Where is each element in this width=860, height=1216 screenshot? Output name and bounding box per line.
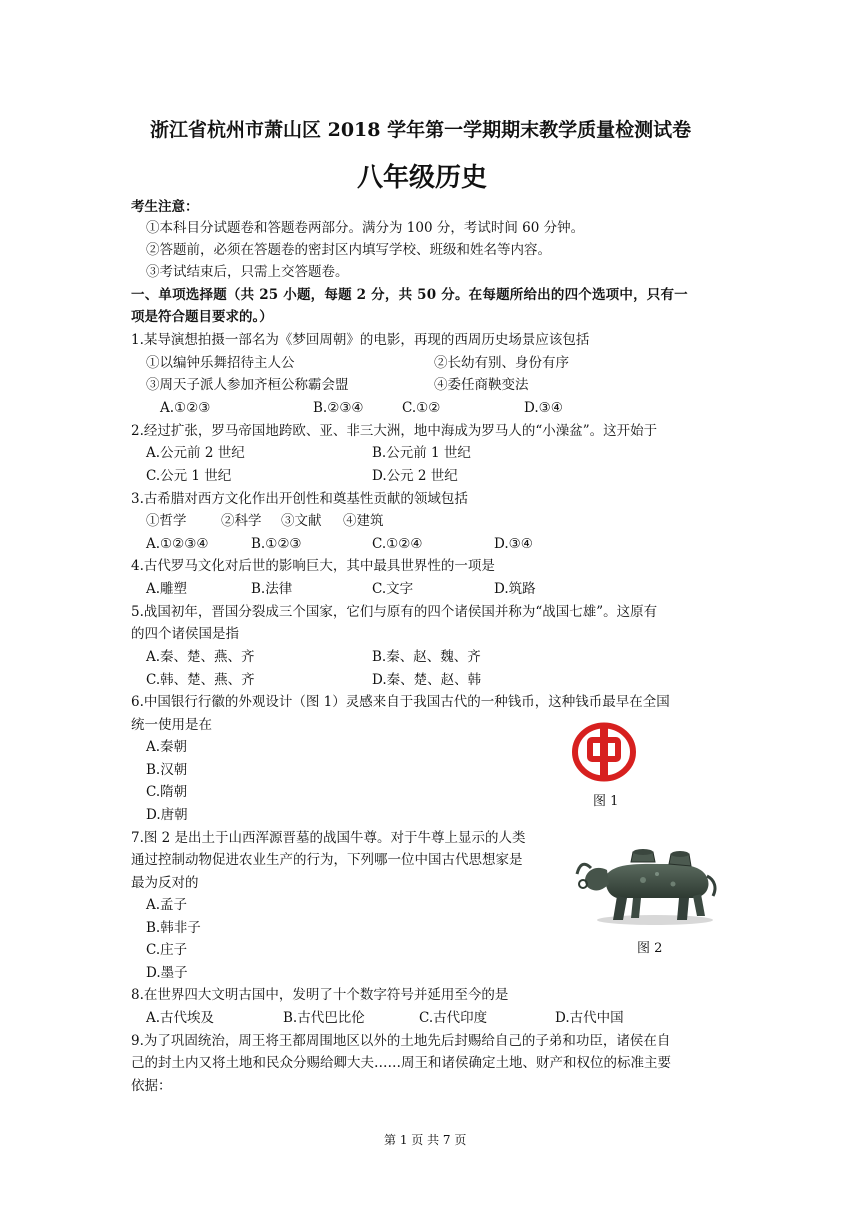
question-4-stem: 4.古代罗马文化对后世的影响巨大，其中最具世界性的一项是: [131, 558, 495, 574]
question-6-option-d: D.唐朝: [146, 807, 188, 823]
notice-heading: 考生注意：: [131, 199, 199, 215]
question-1-item-2: ②长幼有别、身份有序: [434, 355, 569, 371]
question-7-stem-line1: 7.图 2 是出土于山西浑源晋墓的战国牛尊。对于牛尊上显示的人类: [131, 830, 526, 846]
question-2-option-a: A.公元前 2 世纪: [146, 445, 245, 461]
question-5-option-d: D.秦、楚、赵、韩: [372, 672, 482, 688]
question-3-item-3: ③文献: [281, 513, 322, 529]
question-6-option-c: C.隋朝: [146, 784, 188, 800]
exam-title: 浙江省杭州市萧山区 2018 学年第一学期期末教学质量检测试卷: [150, 119, 692, 141]
question-6-option-a: A.秦朝: [146, 739, 188, 755]
notice-item-3: ③考试结束后，只需上交答题卷。: [146, 264, 349, 280]
question-1-option-d: D.③④: [524, 400, 563, 416]
question-6-option-b: B.汉朝: [146, 762, 188, 778]
question-4-option-b: B.法律: [251, 581, 293, 597]
question-7-option-a: A.孟子: [146, 897, 188, 913]
section-heading-line2: 项是符合题目要求的。）: [131, 309, 273, 325]
question-3-option-a: A.①②③④: [146, 536, 209, 552]
notice-item-1: ①本科目分试题卷和答题卷两部分。满分为 100 分，考试时间 60 分钟。: [146, 220, 585, 236]
question-7-stem-line3: 最为反对的: [131, 875, 199, 891]
question-2-option-c: C.公元 1 世纪: [146, 468, 232, 484]
question-3-option-c: C.①②④: [372, 536, 423, 552]
question-5-stem-line2: 的四个诸侯国是指: [131, 626, 239, 642]
question-4-option-d: D.筑路: [494, 581, 536, 597]
bank-of-china-logo-figure: [571, 722, 637, 782]
question-8-option-c: C.古代印度: [419, 1010, 488, 1026]
question-7-option-b: B.韩非子: [146, 920, 201, 936]
figure-2-caption: 图 2: [637, 941, 663, 956]
question-5-option-a: A.秦、楚、燕、齐: [146, 649, 255, 665]
question-3-option-d: D.③④: [494, 536, 533, 552]
question-8-option-a: A.古代埃及: [146, 1010, 215, 1026]
question-1-item-3: ③周天子派人参加齐桓公称霸会盟: [146, 377, 349, 393]
question-7-option-d: D.墨子: [146, 965, 188, 981]
question-6-stem-line1: 6.中国银行行徽的外观设计（图 1）灵感来自于我国古代的一种钱币，这种钱币最早在全国: [131, 694, 670, 710]
question-5-stem-line1: 5.战国初年，晋国分裂成三个国家，它们与原有的四个诸侯国并称为“战国七雄”。这原有: [131, 604, 658, 620]
question-1-item-1: ①以编钟乐舞招待主人公: [146, 355, 295, 371]
question-8-stem: 8.在世界四大文明古国中，发明了十个数字符号并延用至今的是: [131, 987, 509, 1003]
question-6-stem-line2: 统一使用是在: [131, 717, 212, 733]
question-8-option-b: B.古代巴比伦: [283, 1010, 365, 1026]
question-1-option-a: A.①②③: [160, 400, 211, 416]
notice-item-2: ②答题前，必须在答题卷的密封区内填写学校、班级和姓名等内容。: [146, 242, 551, 258]
question-5-option-c: C.韩、楚、燕、齐: [146, 672, 255, 688]
question-8-option-d: D.古代中国: [555, 1010, 624, 1026]
question-9-stem-line1: 9.为了巩固统治，周王将王都周围地区以外的土地先后封赐给自己的子弟和功臣，诸侯在自: [131, 1033, 671, 1049]
question-1-option-b: B.②③④: [313, 400, 364, 416]
question-1-stem: 1.某导演想拍摄一部名为《梦回周朝》的电影，再现的西周历史场景应该包括: [131, 332, 590, 348]
figure-1-caption: 图 1: [593, 794, 619, 809]
question-7-option-c: C.庄子: [146, 942, 188, 958]
question-9-stem-line3: 依据：: [131, 1078, 172, 1094]
question-4-option-a: A.雕塑: [146, 581, 188, 597]
question-3-item-1: ①哲学: [146, 513, 187, 529]
question-2-stem: 2.经过扩张，罗马帝国地跨欧、亚、非三大洲，地中海成为罗马人的“小澡盆”。这开始于: [131, 423, 658, 439]
question-3-item-4: ④建筑: [343, 513, 384, 529]
question-4-option-c: C.文字: [372, 581, 414, 597]
question-2-option-b: B.公元前 1 世纪: [372, 445, 471, 461]
page-number: 第 1 页 共 7 页: [384, 1133, 467, 1147]
section-heading-line1: 一、单项选择题（共 25 小题，每题 2 分，共 50 分。在每题所给出的四个选项中，只有一: [131, 287, 688, 303]
question-3-option-b: B.①②③: [251, 536, 302, 552]
subject-title: 八年级历史: [357, 163, 488, 193]
question-7-stem-line2: 通过控制动物促进农业生产的行为，下列哪一位中国古代思想家是: [131, 852, 523, 868]
question-3-stem: 3.古希腊对西方文化作出开创性和奠基性贡献的领域包括: [131, 491, 468, 507]
question-1-item-4: ④委任商鞅变法: [434, 377, 529, 393]
question-2-option-d: D.公元 2 世纪: [372, 468, 458, 484]
question-9-stem-line2: 己的封土内又将土地和民众分赐给卿大夫……周王和诸侯确定土地、财产和权位的标准主要: [131, 1055, 671, 1071]
question-3-item-2: ②科学: [221, 513, 262, 529]
question-5-option-b: B.秦、赵、魏、齐: [372, 649, 481, 665]
question-1-option-c: C.①②: [402, 400, 441, 416]
bronze-ox-zun-figure: [573, 840, 723, 928]
